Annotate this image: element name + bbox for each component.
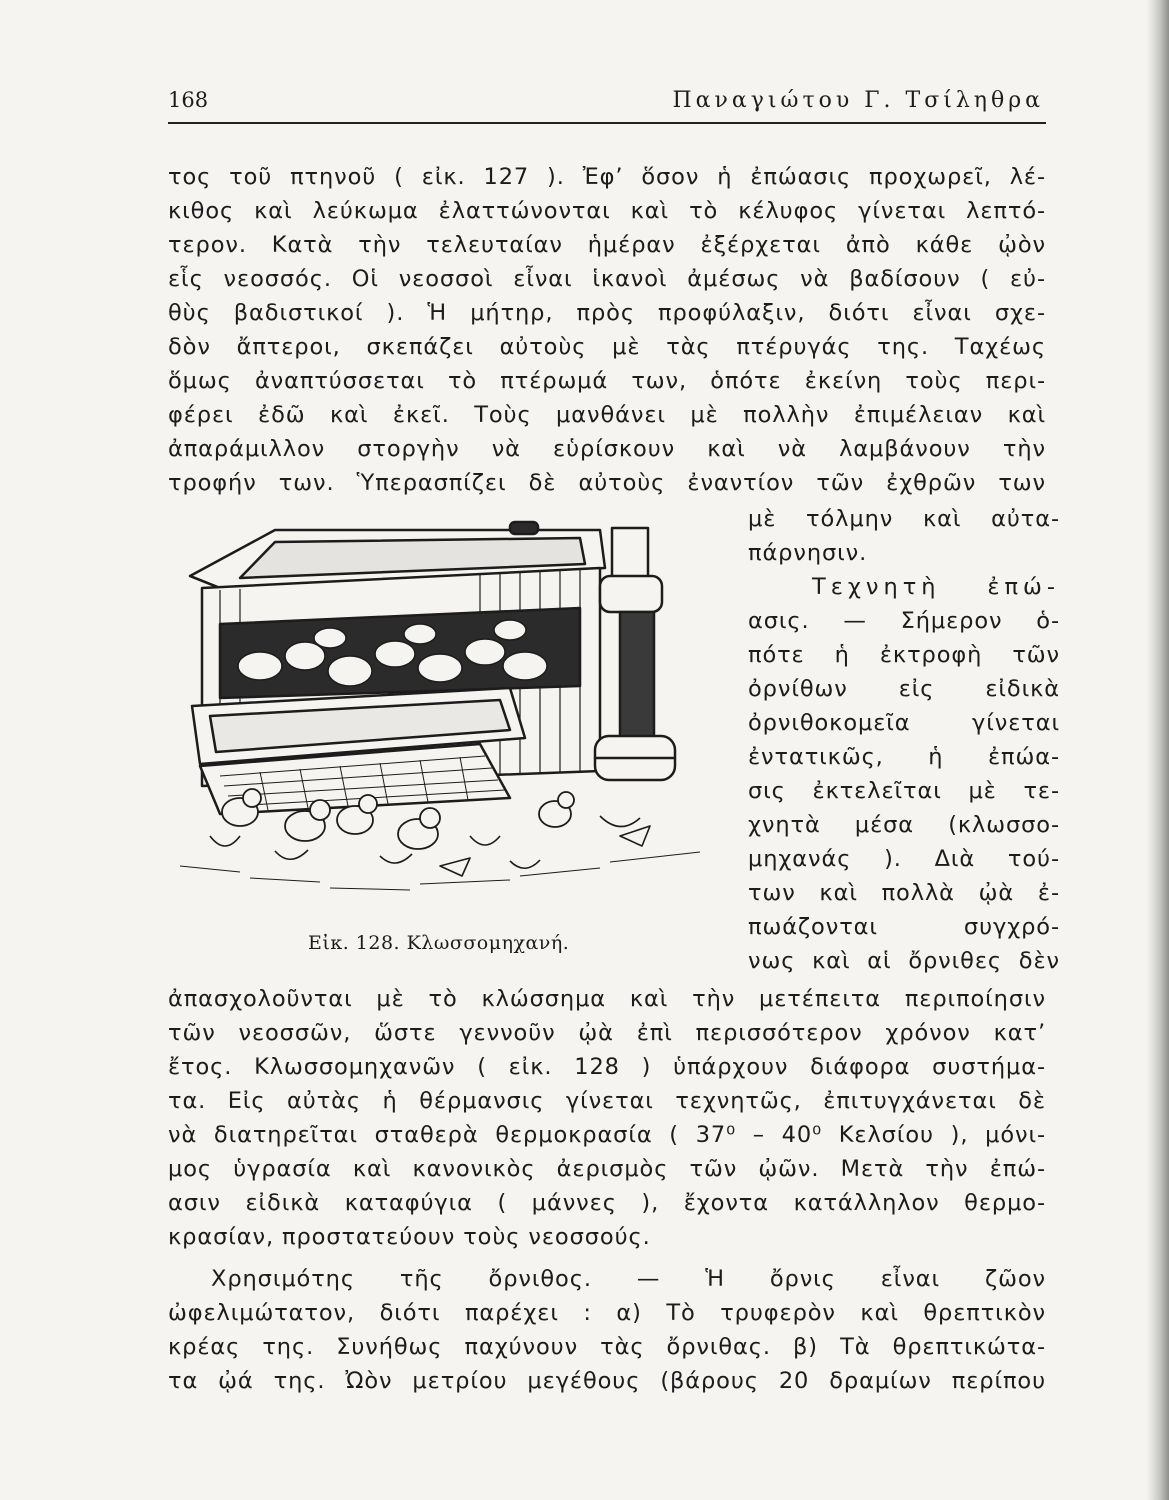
side-line-14: νως καὶ αἱ ὄρνιθες δὲν [748,948,1060,974]
side-line-12: των καὶ πολλὰ ᾠὰ ἐ- [748,880,1060,906]
side-line-13: πωάζονται συγχρό- [748,914,1060,940]
body-line-21: κρέας της. Συνήθως παχύνουν τὰς ὄρνιθας. β) Τὰ θρεπτικώτα- [168,1334,1046,1360]
body-line-12: τῶν νεοσσῶν, ὥστε γεννοῦν ᾠὰ ἐπὶ περισσότερον χρόνον κατ’ [168,1020,1046,1046]
body-line-1: τος τοῦ πτηνοῦ ( εἰκ. 127 ). Ἐφ’ ὅσον ἡ ἐπώασις προχωρεῖ, λέ- [168,164,1046,190]
body-line-20: ὠφελιμώτατον, διότι παρέχει : α) Τὸ τρυφερὸν καὶ θρεπτικὸν [168,1300,1046,1326]
incubator-illustration [180,516,720,916]
body-line-15: νὰ διατηρεῖται σταθερὰ θερμοκρασία ( 37⁰ – 40⁰ Κελσίου ), μόνι- [168,1122,1046,1148]
side-line-10: χνητὰ μέσα (κλωσσο- [748,812,1060,838]
side-line-9: σις ἐκτελεῖται μὲ τε- [748,778,1060,804]
side-line-4: ασις. — Σήμερον ὁ- [748,608,1060,634]
body-line-2: κιθος καὶ λεύκωμα ἐλαττώνονται καὶ τὸ κέλυφος γίνεται λεπτό- [168,198,1046,224]
body-line-9: ἀπαράμιλλον στοργὴν νὰ εὑρίσκουν καὶ νὰ λαμβάνουν τὴν [168,436,1046,462]
body-line-16: μος ὑγρασία καὶ κανονικὸς ἀερισμὸς τῶν ᾠῶν. Μετὰ τὴν ἐπώ- [168,1156,1046,1182]
side-line-2: πάρνησιν. [748,540,868,566]
running-head: Παναγιώτου Γ. Τσίληθρα [672,88,1044,113]
page-number: 168 [168,88,209,112]
body-line-4: εἷς νεοσσός. Οἱ νεοσσοὶ εἶναι ἱκανοὶ ἀμέσως νὰ βαδίσουν ( εὐ- [168,266,1046,292]
body-line-22: τα ᾠά της. Ὠὸν μετρίου μεγέθους (βάρους 20 δραμίων περίπου [168,1368,1046,1394]
side-line-6: ὀρνίθων εἰς εἰδικὰ [748,676,1060,702]
body-line-10: τροφήν των. Ὑπερασπίζει δὲ αὐτοὺς ἐναντίον τῶν ἐχθρῶν των [168,470,1046,496]
body-line-17: ασιν εἰδικὰ καταφύγια ( μάννες ), ἔχοντα κατάλληλον θερμο- [168,1190,1046,1216]
body-line-6: δὸν ἄπτεροι, σκεπάζει αὐτοὺς μὲ τὰς πτέρυγάς της. Ταχέως [168,334,1046,360]
body-line-18: κρασίαν, προστατεύουν τοὺς νεοσσούς. [168,1224,651,1250]
page-header [168,88,1046,124]
side-line-11: μηχανάς ). Διὰ τού- [748,846,1060,872]
body-line-8: φέρει ἐδῶ καὶ ἐκεῖ. Τοὺς μανθάνει μὲ πολλὴν ἐπιμέλειαν καὶ [168,402,1046,428]
side-line-7: ὀρνιθοκομεῖα γίνεται [748,710,1060,736]
body-line-14: τα. Εἰς αὐτὰς ἡ θέρμανσις γίνεται τεχνητῶς, ἐπιτυγχάνεται δὲ [168,1088,1046,1114]
body-line-3: τερον. Κατὰ τὴν τελευταίαν ἡμέραν ἐξέρχεται ἀπὸ κάθε ᾠὸν [168,232,1046,258]
side-line-8: ἐντατικῶς, ἡ ἐπώα- [748,744,1060,770]
body-line-11: ἀπασχολοῦνται μὲ τὸ κλώσσημα καὶ τὴν μετέπειτα περιποίησιν [168,986,1046,1012]
figure-caption: Εἰκ. 128. Κλωσσομηχανή. [308,932,570,954]
incubator-drawing [180,516,720,916]
section-heading-usefulness: Χρησιμότης τῆς ὄρνιθος. — Ἡ ὄρνις εἶναι ζῶον [211,1266,1046,1292]
section-heading-artificial-incubation: Τεχνητὴ ἐπώ- [812,574,1060,600]
page-gutter-shadow [1147,0,1169,1500]
body-line-7: ὅμως ἀναπτύσσεται τὸ πτέρωμά των, ὁπότε ἐκείνη τοὺς περι- [168,368,1046,394]
body-line-5: θὺς βαδιστικοί ). Ἡ μήτηρ, πρὸς προφύλαξιν, διότι εἶναι σχε- [168,300,1046,326]
side-line-5: πότε ἡ ἐκτροφὴ τῶν [748,642,1060,668]
body-line-13: ἔτος. Κλωσσομηχανῶν ( εἰκ. 128 ) ὑπάρχουν διάφορα συστήμα- [168,1054,1046,1080]
side-line-1: μὲ τόλμην καὶ αὐτα- [748,506,1060,532]
